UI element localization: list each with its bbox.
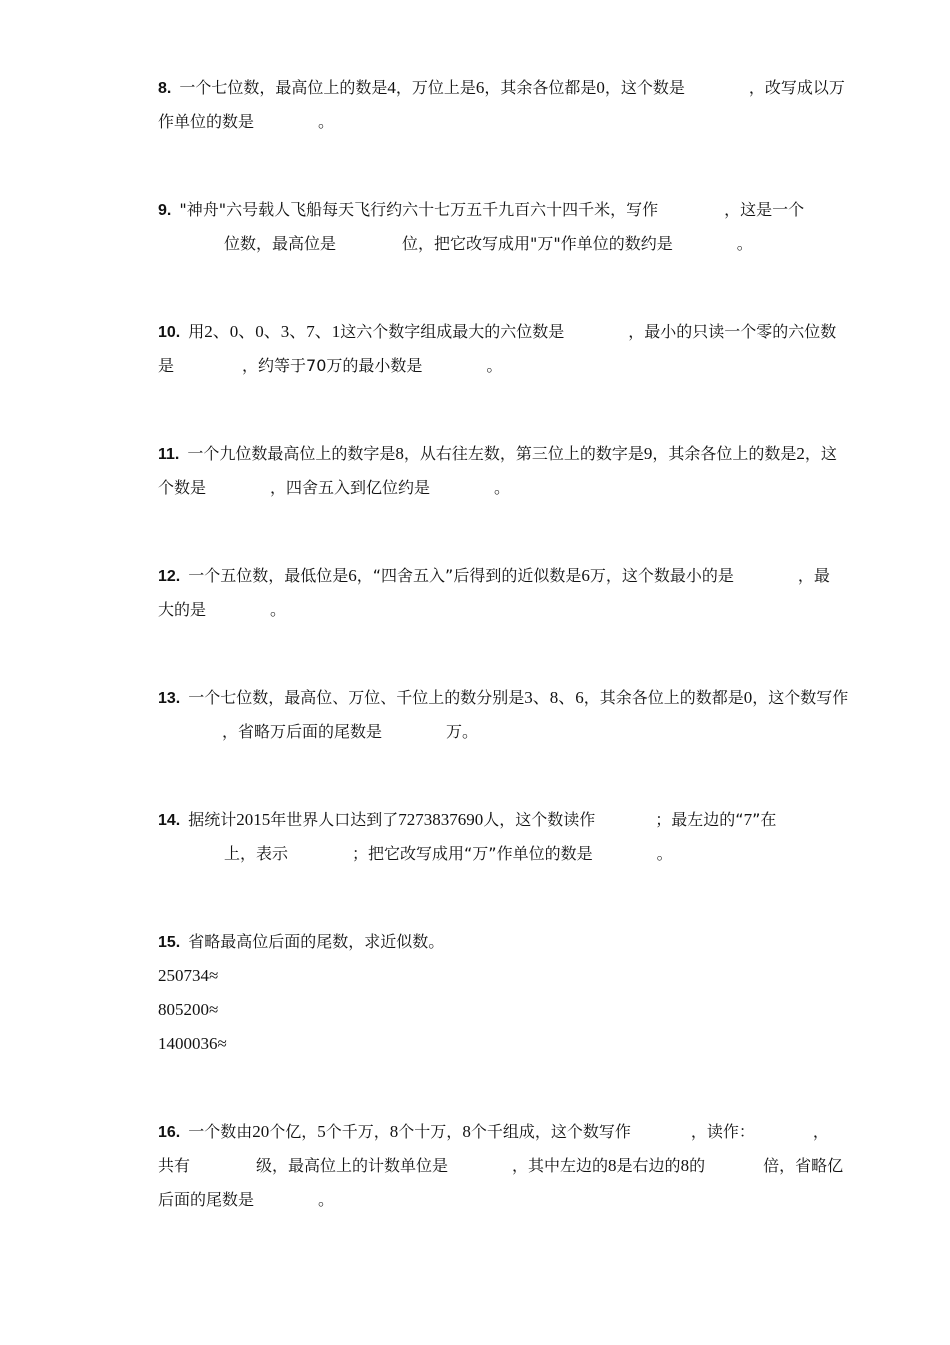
question-number: 12. bbox=[158, 568, 181, 585]
question-8: 8. 一个七位数，最高位上的数是4，万位上是6，其余各位都是0，这个数是 ，改写成以万 作单位的数是 。 bbox=[158, 78, 845, 131]
approximation-item: 805200≈ bbox=[158, 1000, 219, 1019]
question-9: 9. "神舟"六号载人飞船每天飞行约六十七万五千九百六十四千米，写作 ，这是一个 位数，最高位是 位，把它改写成用"万"作单位的数约是 。 bbox=[158, 200, 805, 253]
question-15: 15. 省略最高位后面的尾数，求近似数。 250734≈ 805200≈ 1400036≈ bbox=[158, 925, 876, 1061]
question-number: 14. bbox=[158, 812, 181, 829]
question-number: 15. bbox=[158, 934, 181, 951]
approximation-item: 250734≈ bbox=[158, 966, 219, 985]
question-number: 16. bbox=[158, 1124, 181, 1141]
question-13: 13. 一个七位数，最高位、万位、千位上的数分别是3、8、6，其余各位上的数都是0，这个数写作 ，省略万后面的尾数是 万。 bbox=[158, 688, 849, 741]
question-10: 10. 用2、0、0、3、7、1这六个数字组成最大的六位数是 ，最小的只读一个零的六位数 是 ，约等于70万的最小数是 。 bbox=[158, 322, 837, 375]
question-12: 12. 一个五位数，最低位是6，“四舍五入”后得到的近似数是6万，这个数最小的是 ，最 大的是 。 bbox=[158, 566, 830, 619]
question-11: 11. 一个九位数最高位上的数字是8，从右往左数，第三位上的数字是9，其余各位上的数是2，这 个数是 ，四舍五入到亿位约是 。 bbox=[158, 444, 837, 497]
question-number: 8. bbox=[158, 80, 172, 97]
question-16: 16. 一个数由20个亿，5个千万，8个十万，8个千组成，这个数写作 ，读作： ， 共有 级，最高位上的计数单位是 ，其中左边的8是右边的8的 倍，省略亿 后面的尾数是 。 bbox=[158, 1122, 844, 1209]
question-number: 10. bbox=[158, 324, 181, 341]
question-number: 9. bbox=[158, 202, 172, 219]
question-14: 14. 据统计2015年世界人口达到了7273837690人，这个数读作 ；最左边的“7”在 上，表示 ；把它改写成用“万”作单位的数是 。 bbox=[158, 810, 777, 863]
approximation-item: 1400036≈ bbox=[158, 1034, 227, 1053]
approximation-list bbox=[158, 959, 876, 1061]
question-number: 13. bbox=[158, 690, 181, 707]
question-number: 11. bbox=[158, 446, 180, 463]
